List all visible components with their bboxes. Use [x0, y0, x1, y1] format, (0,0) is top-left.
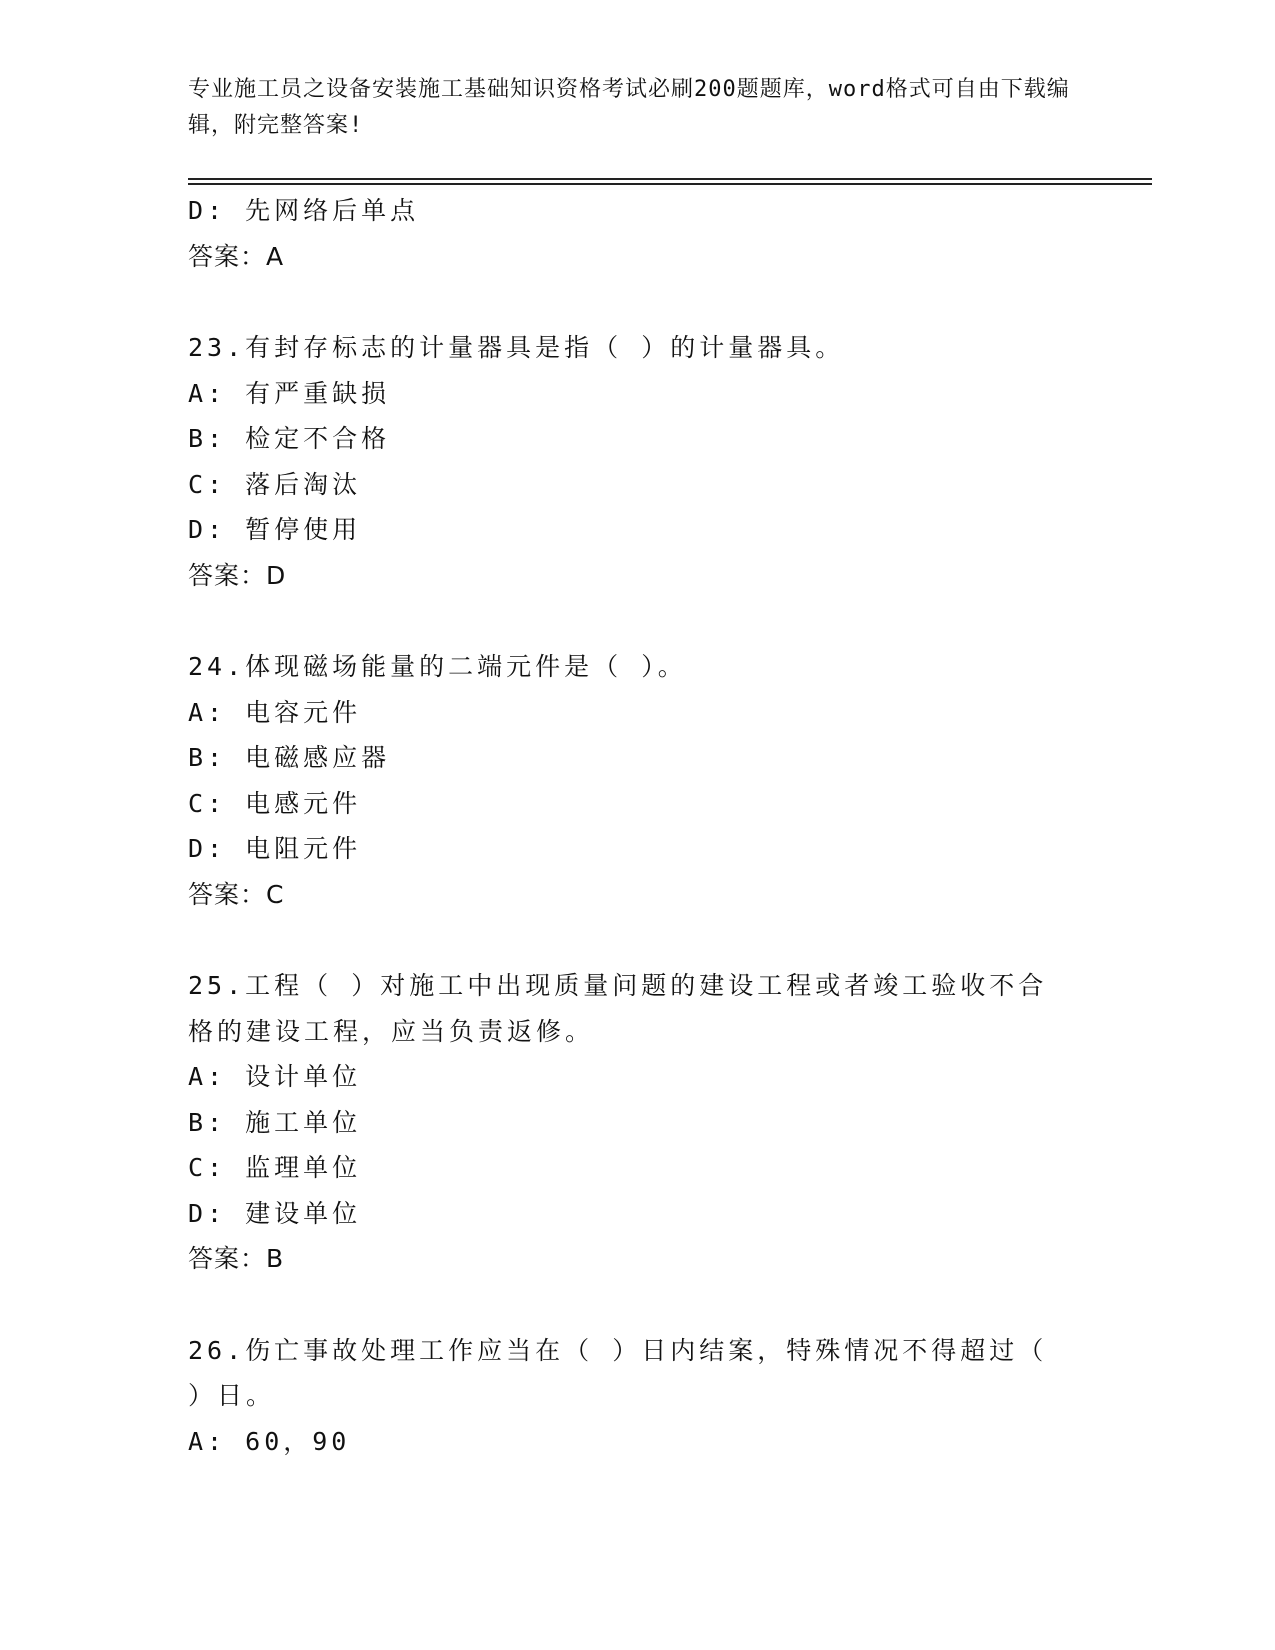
question-25 — [188, 963, 1088, 1282]
option-d: D: 先网络后单点 — [188, 196, 420, 225]
option-a: A: 有严重缺损 — [188, 378, 391, 408]
answer-line: 答案：C — [188, 879, 285, 909]
question-text: 26.伤亡事故处理工作应当在（ ）日内结案，特殊情况不得超过（ ）日。 — [188, 1335, 1048, 1410]
option-c: C: 电感元件 — [188, 788, 362, 818]
question-26 — [188, 1328, 1088, 1465]
answer-line: 答案：D — [188, 560, 287, 590]
question-text: 24.体现磁场能量的二端元件是（ ）。 — [188, 652, 687, 681]
question-text: 23.有封存标志的计量器具是指（ ）的计量器具。 — [188, 333, 845, 362]
option-b: B: 电磁感应器 — [188, 743, 391, 772]
answer-line: 答案：B — [188, 1244, 285, 1273]
answer-line: 答案：A — [188, 241, 285, 271]
option-b: B: 检定不合格 — [188, 424, 391, 453]
question-23 — [188, 325, 1088, 598]
question-24 — [188, 644, 1088, 917]
document-header: 专业施工员之设备安装施工基础知识资格考试必刷200题题库，word格式可自由下载编辑，附完整答案! — [188, 77, 1070, 138]
question-text: 25.工程（ ）对施工中出现质量问题的建设工程或者竣工验收不合格的建设工程，应当负责返修。 — [188, 971, 1048, 1046]
option-c: C: 落后淘汰 — [188, 469, 362, 499]
option-a: A: 电容元件 — [188, 697, 362, 727]
question-list — [188, 188, 1088, 1464]
option-d: D: 电阻元件 — [188, 834, 362, 863]
previous-question-tail — [188, 188, 1088, 279]
option-a: A: 设计单位 — [188, 1062, 362, 1091]
header-rule-top — [188, 178, 1152, 180]
header-rule-bottom — [188, 183, 1152, 185]
option-a: A: 60，90 — [188, 1426, 351, 1456]
option-c: C: 监理单位 — [188, 1153, 362, 1182]
option-b: B: 施工单位 — [188, 1107, 362, 1137]
option-d: D: 建设单位 — [188, 1198, 362, 1228]
option-d: D: 暂停使用 — [188, 515, 362, 544]
